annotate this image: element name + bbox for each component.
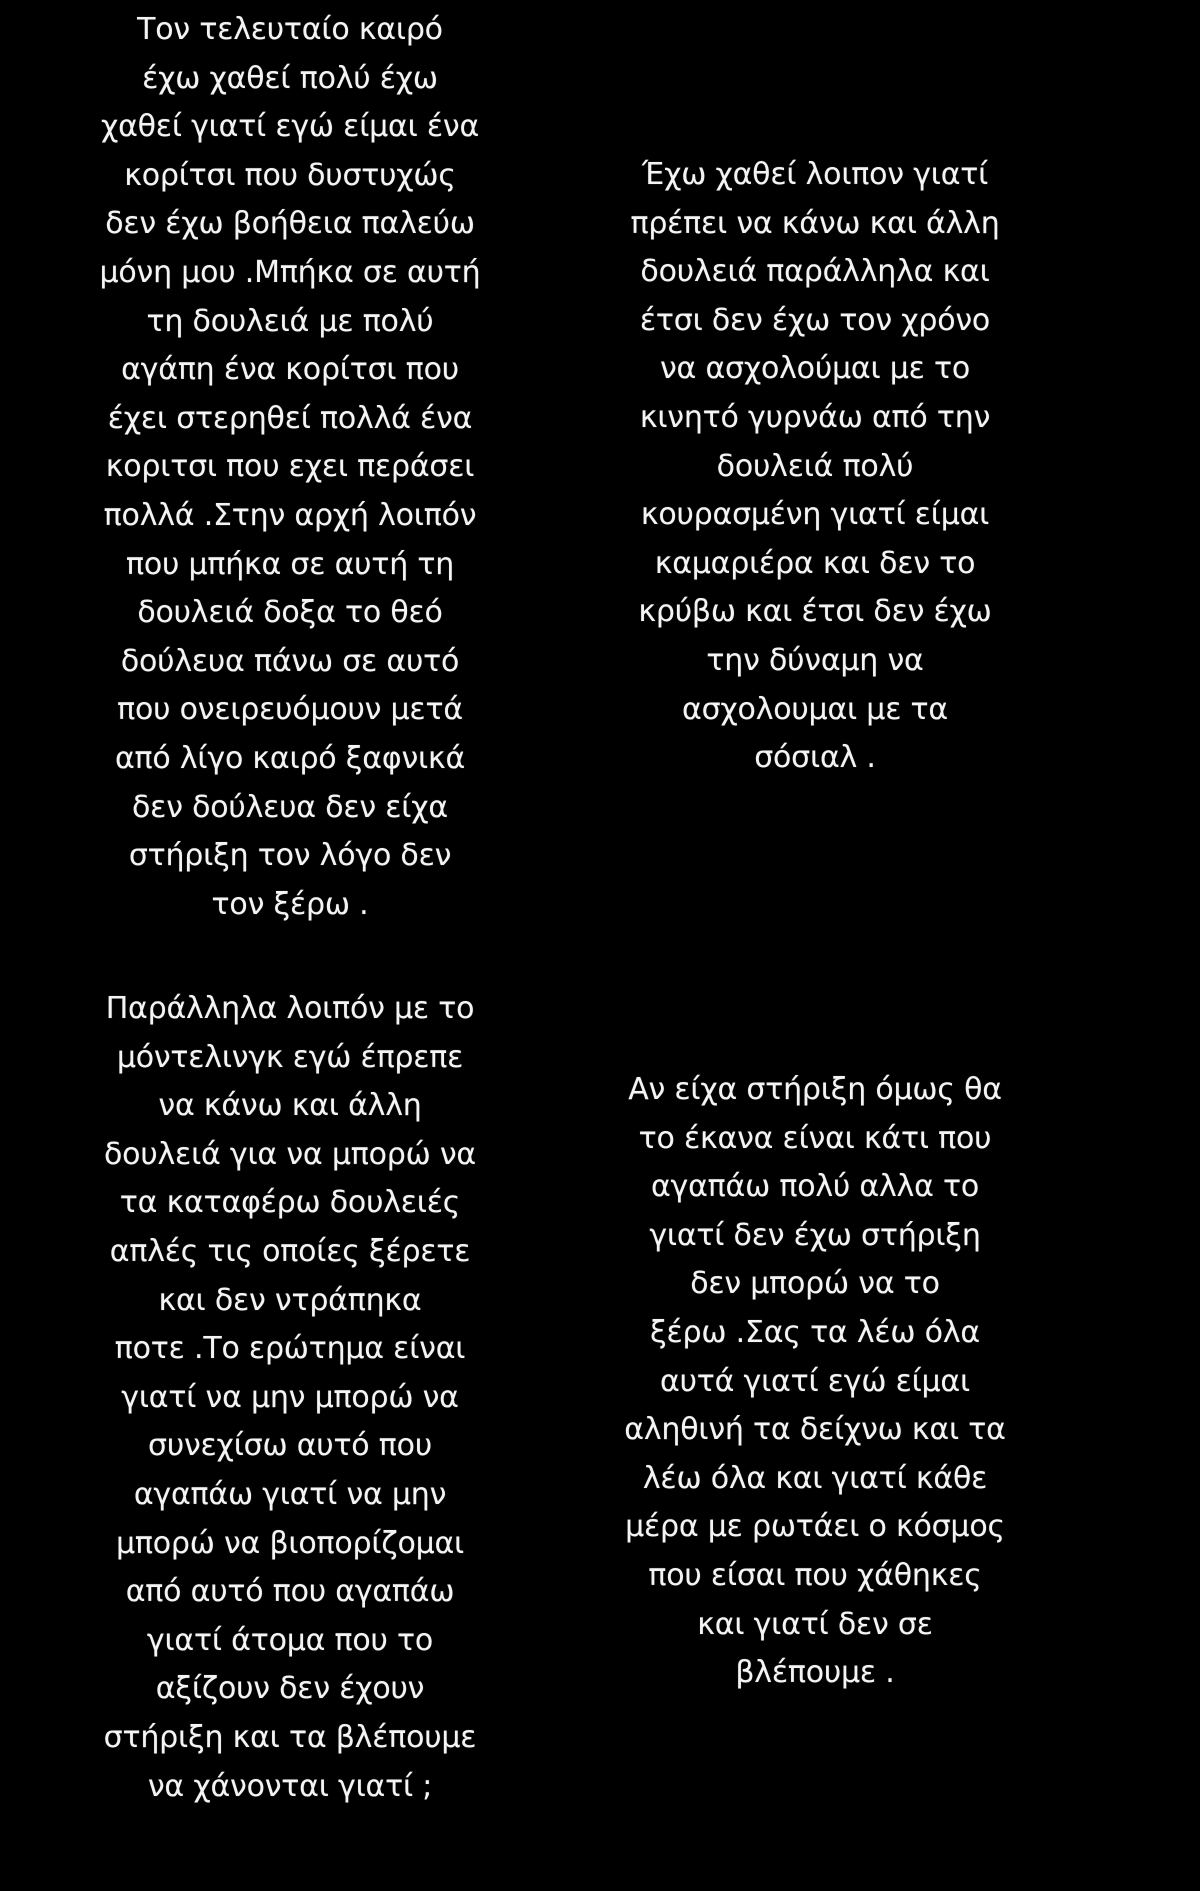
text-line: και γιατί δεν σε (697, 1606, 933, 1642)
text-line: συνεχίσω αυτό που (148, 1428, 432, 1464)
text-line: στήριξη και τα βλέπουμε (103, 1719, 477, 1755)
story-text-block-2 (565, 151, 1065, 783)
text-line: κρύβω και έτσι δεν έχω (638, 594, 992, 630)
text-line: το έκανα είναι κάτι που (638, 1120, 992, 1156)
text-line: αυτά γιατί εγώ είμαι (660, 1363, 970, 1399)
text-line: δουλειά δοξα το θεό (137, 595, 443, 631)
text-line: δεν έχω βοήθεια παλεύω (105, 206, 475, 242)
text-line: και δεν ντράπηκα (158, 1282, 422, 1318)
text-line: κινητό γυρνάω από την (639, 399, 991, 435)
story-text-block-3 (40, 985, 540, 1811)
text-line: δουλειά παράλληλα και (640, 254, 990, 290)
text-line: απλές τις οποίες ξέρετε (109, 1233, 471, 1269)
text-line: πρέπει να κάνω και άλλη (630, 205, 1000, 241)
text-line: καμαριέρα και δεν το (654, 545, 976, 581)
text-line: σόσιαλ . (754, 740, 876, 776)
text-line: αληθινή τα δείχνω και τα (624, 1412, 1006, 1448)
story-text-block-1 (40, 6, 540, 929)
text-line: να κάνω και άλλη (158, 1088, 422, 1124)
text-line: κορίτσι που δυστυχώς (124, 157, 456, 193)
text-line: από λίγο καιρό ξαφνικά (114, 740, 466, 776)
text-line: χαθεί γιατί εγώ είμαι ένα (100, 109, 480, 145)
text-line: δουλειά για να μπορώ να (104, 1136, 476, 1172)
text-line: έτσι δεν έχω τον χρόνο (639, 302, 991, 338)
text-line: έχω χαθεί πολύ έχω (142, 60, 438, 96)
text-line: που είσαι που χάθηκες (648, 1557, 982, 1593)
text-line: μπορώ να βιοπορίζομαι (115, 1525, 465, 1561)
text-line: την δύναμη να (706, 642, 924, 678)
text-line: λέω όλα και γιατί κάθε (642, 1460, 988, 1496)
text-line: στήριξη τον λόγο δεν (128, 838, 452, 874)
text-line: να ασχολούμαι με το (659, 351, 970, 387)
text-line: μόνη μου .Μπήκα σε αυτή (99, 254, 481, 290)
text-line: που ονειρευόμουν μετά (117, 692, 463, 728)
text-line: ασχολουμαι με τα (682, 691, 948, 727)
text-line: αξίζουν δεν έχουν (155, 1671, 425, 1707)
text-line: τη δουλειά με πολύ (146, 303, 434, 339)
text-line: γιατί να μην μπορώ να (121, 1379, 459, 1415)
text-line: τον ξέρω . (211, 886, 369, 922)
story-text-block-4 (565, 1066, 1065, 1698)
text-line: πολλά .Στην αρχή λοιπόν (103, 497, 477, 533)
text-line: δεν δούλευα δεν είχα (132, 789, 448, 825)
text-line: βλέπουμε . (735, 1655, 895, 1691)
text-line: ξέρω .Σας τα λέω όλα (650, 1314, 980, 1350)
text-line: από αυτό που αγαπάω (125, 1574, 455, 1610)
text-line: δεν μπορώ να το (690, 1266, 940, 1302)
text-line: αγαπάω πολύ αλλα το (650, 1169, 980, 1205)
text-line: αγάπη ένα κορίτσι που (121, 352, 459, 388)
text-line: τα καταφέρω δουλειές (119, 1185, 461, 1221)
text-line: δούλευα πάνω σε αυτό (120, 643, 460, 679)
text-line: να χάνονται γιατί ; (147, 1768, 433, 1804)
text-line: κοριτσι που εχει περάσει (105, 449, 475, 485)
text-line: δουλειά πολύ (716, 448, 914, 484)
text-line: ποτε .Το ερώτημα είναι (114, 1331, 466, 1367)
text-line: Τον τελευταίο καιρό (137, 12, 443, 47)
text-line: κουρασμένη γιατί είμαι (640, 497, 990, 533)
text-line: μόντελινγκ εγώ έπρεπε (116, 1039, 464, 1075)
text-line: Παράλληλα λοιπόν με το (105, 991, 475, 1026)
text-line: που μπήκα σε αυτή τη (125, 546, 455, 582)
text-line: μέρα με ρωτάει ο κόσμος (625, 1509, 1005, 1545)
text-line: Αν είχα στήριξη όμως θα (628, 1072, 1002, 1107)
text-line: γιατί δεν έχω στήριξη (649, 1217, 981, 1253)
text-line: έχει στερηθεί πολλά ένα (107, 400, 473, 436)
text-line: Έχω χαθεί λοιπον γιατί (641, 157, 989, 192)
text-line: αγαπάω γιατί να μην (133, 1476, 447, 1512)
text-line: γιατί άτομα που το (146, 1622, 434, 1658)
